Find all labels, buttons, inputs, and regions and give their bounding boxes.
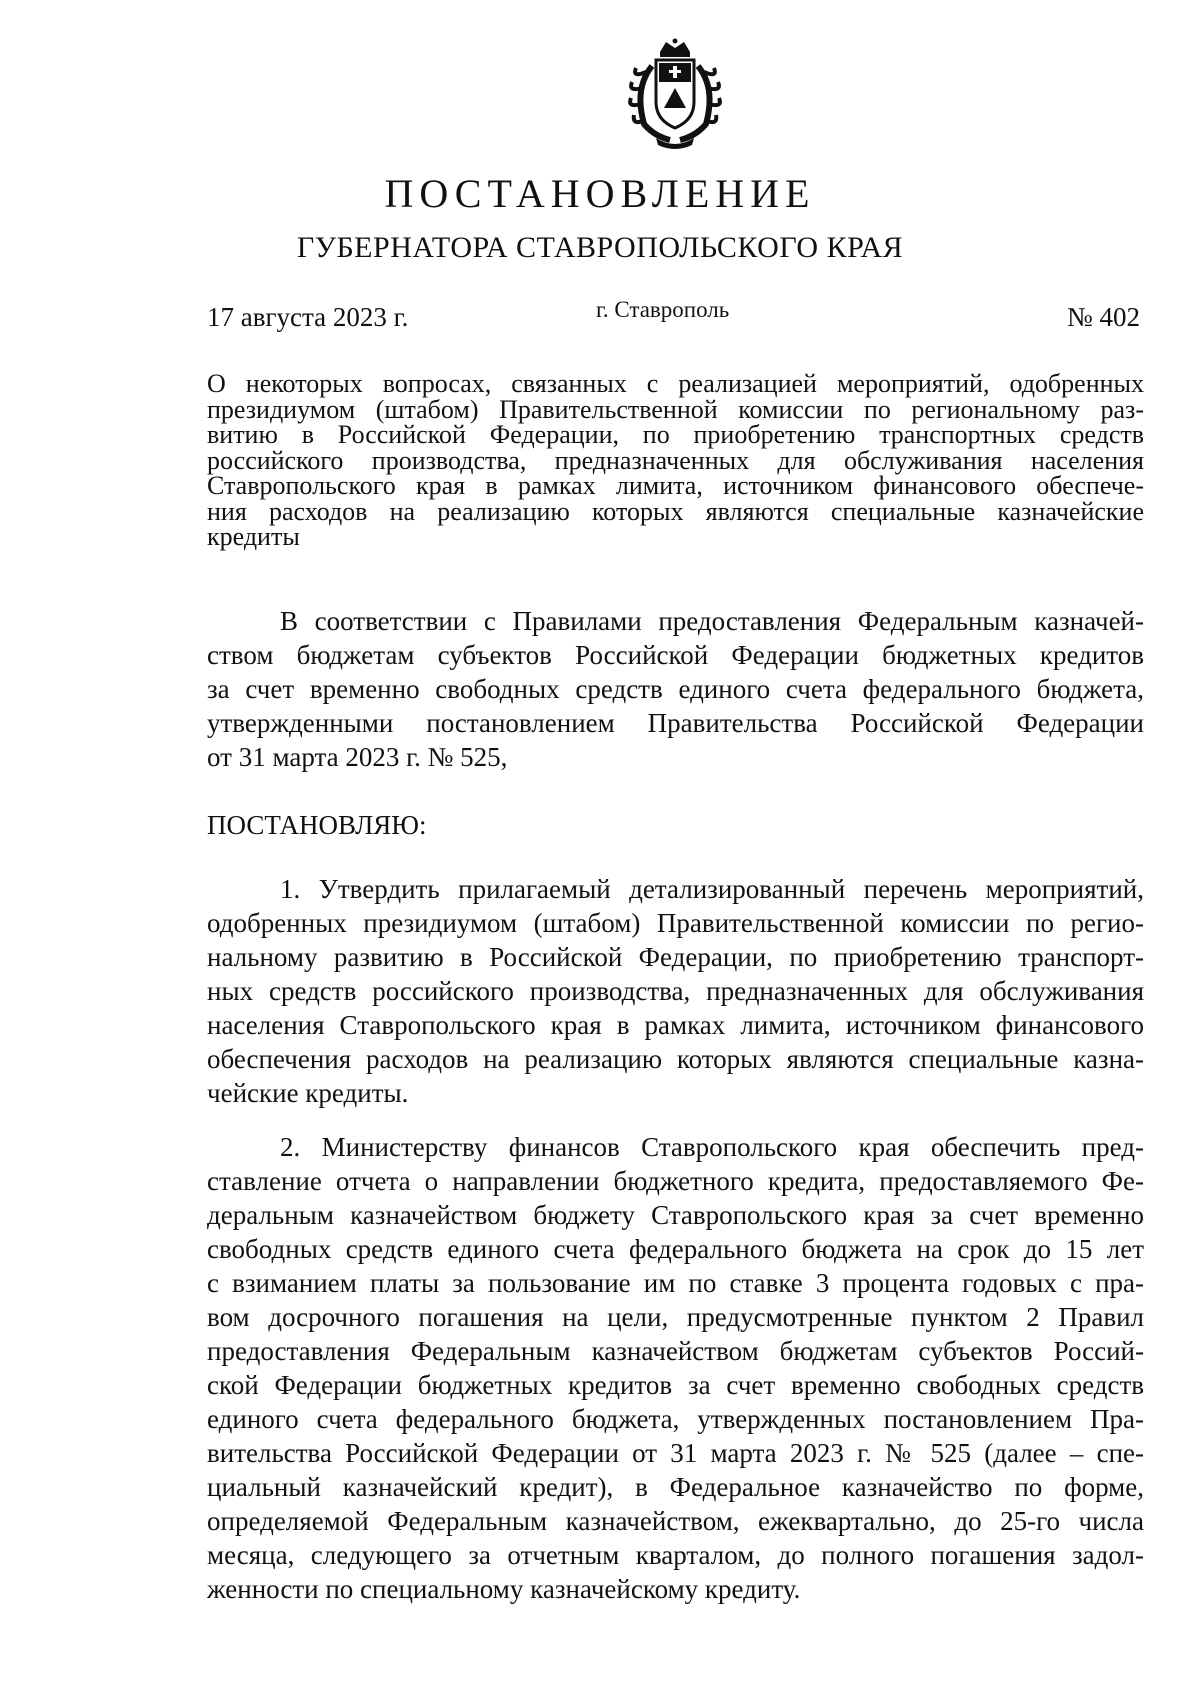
- heading-line: Ставропольского края в рамках лимита, источником финансового обеспече-: [207, 471, 1144, 500]
- item-1-paragraph: [207, 872, 1144, 1110]
- paragraph-line: за счет временно свободных средств единого счета федерального бюджета,: [207, 674, 1144, 704]
- paragraph-line: чейские кредиты.: [207, 1078, 409, 1108]
- paragraph-line: циальный казначейский кредит), в Федеральное казначейство по форме,: [207, 1472, 1144, 1502]
- heading-line: витию в Российской Федерации, по приобретению транспортных средств: [207, 420, 1144, 449]
- paragraph-line: 2. Министерству финансов Ставропольского края обеспечить пред-: [280, 1132, 1144, 1162]
- paragraph-line: обеспечения расходов на реализацию которых являются специальные казна-: [207, 1044, 1144, 1074]
- heading-line: О некоторых вопросах, связанных с реализацией мероприятий, одобренных: [207, 369, 1144, 398]
- paragraph-line: утвержденными постановлением Правительства Российской Федерации: [207, 708, 1144, 738]
- paragraph-line: вительства Российской Федерации от 31 марта 2023 г. № 525 (далее – спе-: [207, 1438, 1144, 1468]
- item-2-paragraph: [207, 1130, 1144, 1606]
- heading-line: российского производства, предназначенных для обслуживания населения: [207, 445, 1144, 475]
- paragraph-line: свободных средств единого счета федерального бюджета на срок до 15 лет: [207, 1234, 1144, 1264]
- paragraph-line: ставление отчета о направлении бюджетного кредита, предоставляемого Фе-: [207, 1166, 1144, 1196]
- paragraph-line: населения Ставропольского края в рамках лимита, источником финансового: [207, 1010, 1144, 1040]
- paragraph-line: деральным казначейством бюджету Ставропольского края за счет временно: [207, 1200, 1144, 1230]
- heading-line: кредиты: [207, 522, 300, 551]
- paragraph-line: месяца, следующего за отчетным кварталом, до полного погашения задол-: [207, 1540, 1144, 1570]
- paragraph-line: ской Федерации бюджетных кредитов за счет временно свободных средств: [207, 1370, 1144, 1400]
- document-date: 17 августа 2023 г.: [207, 302, 409, 332]
- document-city: г. Ставрополь: [596, 297, 730, 322]
- paragraph-line: от 31 марта 2023 г. № 525,: [207, 742, 508, 772]
- paragraph-line: нальному развитию в Российской Федерации, по приобретению транспорт-: [207, 942, 1144, 972]
- paragraph-line: определяемой Федеральным казначейством, ежеквартально, до 25-го числа: [207, 1506, 1144, 1536]
- heading-line: ния расходов на реализацию которых являются специальные казначейские: [207, 496, 1144, 526]
- paragraph-line: ством бюджетам субъектов Российской Федерации бюджетных кредитов: [207, 640, 1144, 670]
- paragraph-line: вом досрочного погашения на цели, предусмотренные пунктом 2 Правил: [207, 1302, 1144, 1332]
- paragraph-line: женности по специальному казначейскому кредиту.: [207, 1574, 801, 1604]
- paragraph-line: предоставления Федеральным казначейством бюджетам субъектов Россий-: [207, 1336, 1144, 1366]
- paragraph-line: единого счета федерального бюджета, утвержденных постановлением Пра-: [207, 1404, 1144, 1434]
- stavropol-coat-of-arms-icon: [626, 38, 724, 150]
- document-number: № 402: [1066, 302, 1140, 332]
- paragraph-line: одобренных президиумом (штабом) Правительственной комиссии по регио-: [207, 908, 1144, 938]
- paragraph-line: 1. Утвердить прилагаемый детализированный перечень мероприятий,: [280, 874, 1144, 904]
- document-heading: [207, 371, 1144, 550]
- preamble-paragraph: [207, 604, 1144, 774]
- heading-line: президиумом (штабом) Правительственной комиссии по региональному раз-: [207, 394, 1144, 424]
- document-title: ПОСТАНОВЛЕНИЕ: [384, 171, 816, 216]
- paragraph-line: с взиманием платы за пользование им по ставке 3 процента годовых с пра-: [207, 1268, 1144, 1298]
- paragraph-line: В соответствии с Правилами предоставления Федеральным казначей-: [280, 606, 1144, 636]
- document-subtitle: ГУБЕРНАТОРА СТАВРОПОЛЬСКОГО КРАЯ: [296, 231, 904, 264]
- decree-word: ПОСТАНОВЛЯЮ:: [207, 810, 427, 840]
- paragraph-line: ных средств российского производства, предназначенных для обслуживания: [207, 976, 1144, 1006]
